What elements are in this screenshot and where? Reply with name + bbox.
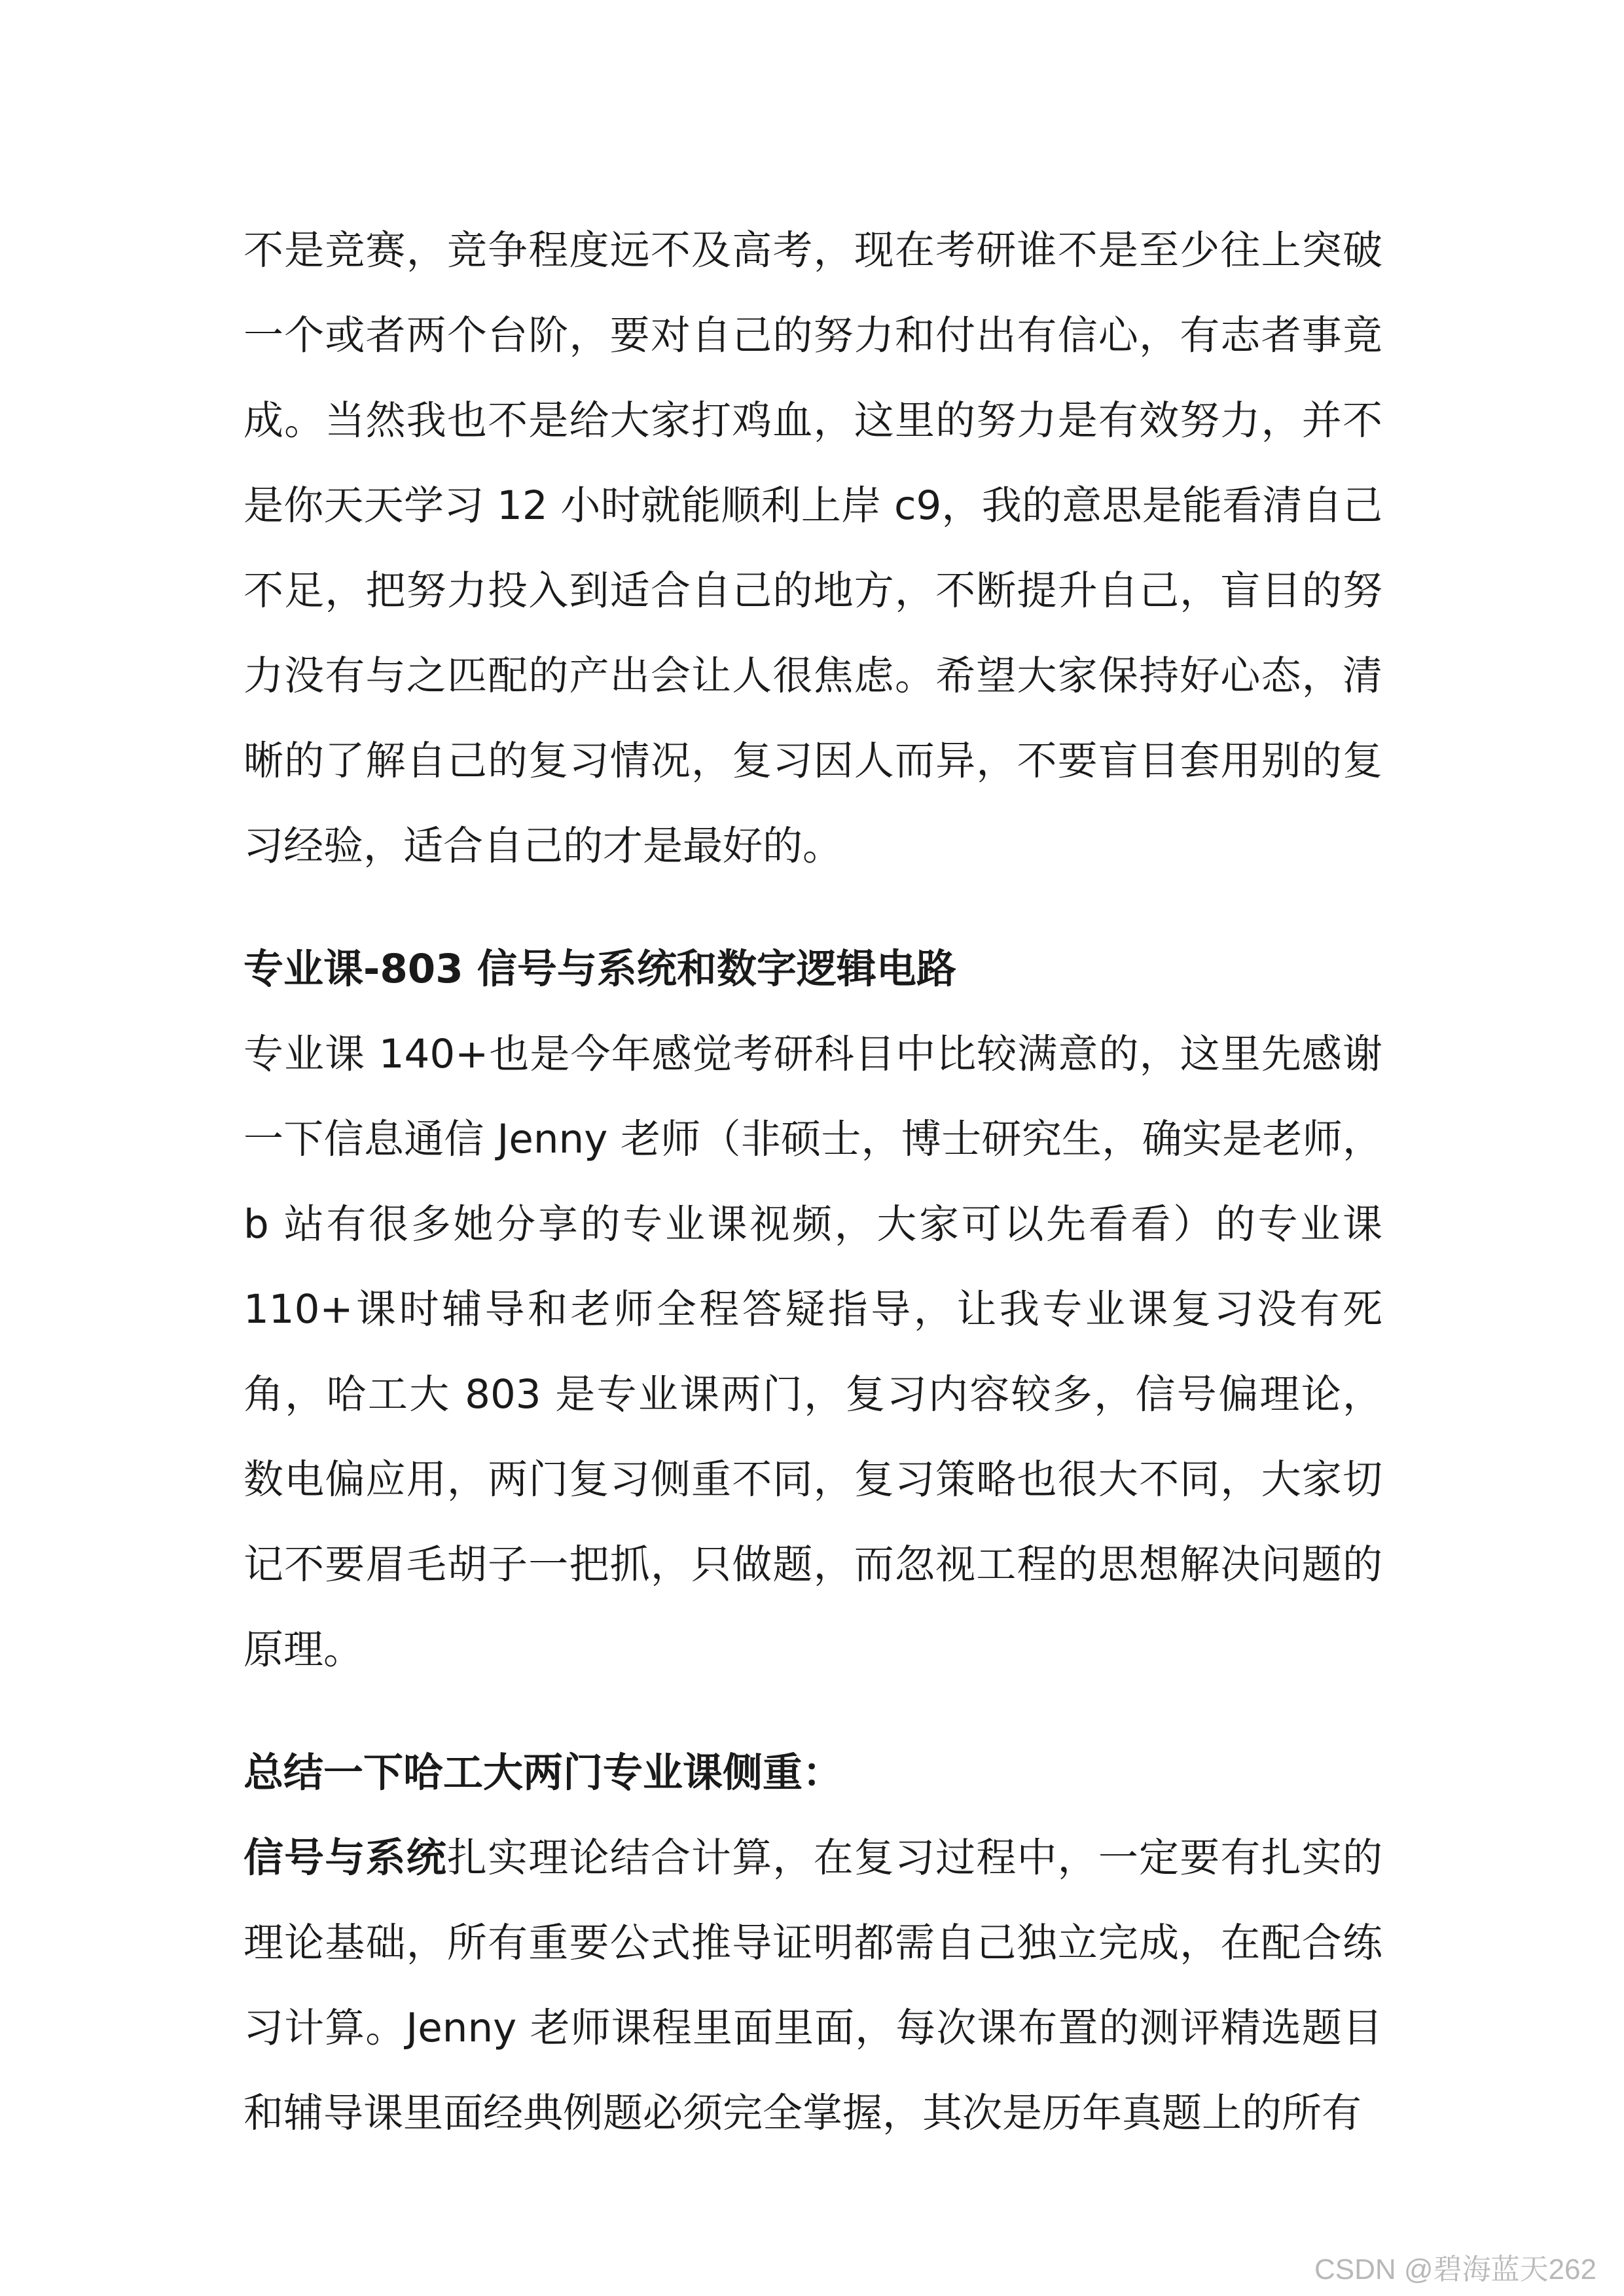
signals-text: 扎实理论结合计算，在复习过程中，一定要有扎实的理论基础，所有重要公式推导证明都需自己独立完成，在配合练习计算。Jenny 老师课程里面里面，每次课布置的测评精选题目和辅导课里面经典例题必须完全掌握，其次是历年真题上的所有 (244, 1835, 1382, 2136)
paragraph-803: 专业课 140+也是今年感觉考研科目中比较满意的，这里先感谢一下信息通信 Jenny 老师（非硕士，博士研究生，确实是老师，b 站有很多她分享的专业课视频，大家可以先看看）的专业课 110+课时辅导和老师全程答疑指导，让我专业课复习没有死角，哈工大 803 是专业课两门，复习内容较多，信号偏理论，数电偏应用，两门复习侧重不同，复习策略也很大不同，大家切记不要眉毛胡子一把抓，只做题，而忽视工程的思想解决问题的原理。 (244, 1031, 1382, 1673)
document-body (244, 208, 1382, 2156)
signals-label: 信号与系统 (244, 1835, 447, 1881)
watermark: CSDN @碧海蓝天262 (1314, 2253, 1597, 2286)
paragraph-intro: 不是竞赛，竞争程度远不及高考，现在考研谁不是至少往上突破一个或者两个台阶，要对自己的努力和付出有信心，有志者事竟成。当然我也不是给大家打鸡血，这里的努力是有效努力，并不是你天天学习 12 小时就能顺利上岸 c9，我的意思是能看清自己不足，把努力投入到适合自己的地方，不断提升自己，盲目的努力没有与之匹配的产出会让人很焦虑。希望大家保持好心态，清晰的了解自己的复习情况，复习因人而异，不要盲目套用别的复习经验，适合自己的才是最好的。 (244, 227, 1382, 869)
section-heading-summary: 总结一下哈工大两门专业课侧重： (244, 1749, 843, 1796)
section-heading-803: 专业课-803 信号与系统和数字逻辑电路 (244, 946, 956, 992)
paragraph-signals (244, 1816, 1382, 2156)
